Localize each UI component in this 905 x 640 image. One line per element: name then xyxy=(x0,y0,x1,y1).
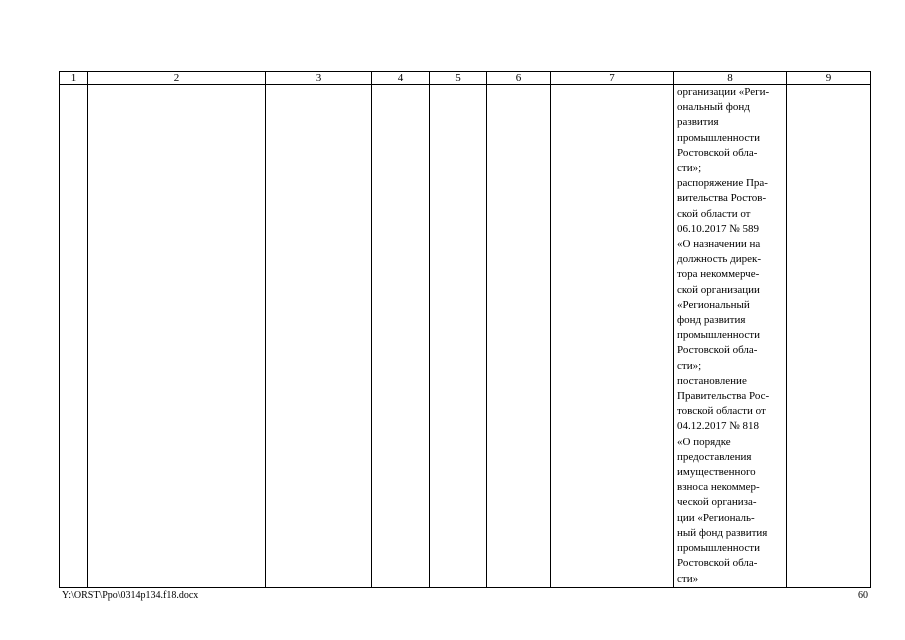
cell-col-3 xyxy=(266,85,372,588)
cell-col-9 xyxy=(787,85,871,588)
text-line: Ростовской обла- xyxy=(677,344,758,357)
cell-col-4 xyxy=(372,85,430,588)
text-line: Правительства Рос- xyxy=(677,390,770,403)
text-line: «О порядке xyxy=(677,435,731,448)
text-line: ской организации xyxy=(677,283,760,296)
text-line: ской области от xyxy=(677,207,751,220)
text-line: должность дирек- xyxy=(677,253,762,266)
header-row xyxy=(60,72,871,85)
text-line: «Региональный xyxy=(677,298,750,311)
cell-col-5 xyxy=(430,85,487,588)
document-table xyxy=(59,71,871,588)
text-line: тора некоммерче- xyxy=(677,268,760,281)
text-line: фонд развития xyxy=(677,314,746,327)
column-header-8: 8 xyxy=(674,72,787,85)
text-line: сти»; xyxy=(677,162,702,175)
text-line: 04.12.2017 № 818 xyxy=(677,420,759,433)
column-header-1: 1 xyxy=(60,72,88,85)
column-header-5: 5 xyxy=(430,72,487,85)
cell-col-6 xyxy=(487,85,551,588)
footer-page-number: 60 xyxy=(858,590,868,601)
text-line: взноса некоммер- xyxy=(677,481,760,494)
column-header-4: 4 xyxy=(372,72,430,85)
text-line: Ростовской обла- xyxy=(677,146,758,159)
text-line: ный фонд развития xyxy=(677,526,768,539)
column-header-7: 7 xyxy=(551,72,674,85)
text-line: организации «Реги- xyxy=(677,86,770,98)
table-row xyxy=(60,85,871,588)
cell-col-2 xyxy=(88,85,266,588)
column-header-2: 2 xyxy=(88,72,266,85)
cell-col-8 xyxy=(674,85,787,588)
text-line: постановление xyxy=(677,374,747,387)
cell-col-1 xyxy=(60,85,88,588)
text-line: сти» xyxy=(677,572,699,585)
text-line: ции «Региональ- xyxy=(677,511,755,524)
footer-file-path: Y:\ORST\Ppo\0314p134.f18.docx xyxy=(62,590,199,601)
text-line: 06.10.2017 № 589 xyxy=(677,222,759,235)
text-line: «О назначении на xyxy=(677,238,761,251)
text-line: развития xyxy=(677,116,719,129)
text-line: предоставления xyxy=(677,450,752,463)
text-line: ческой организа- xyxy=(677,496,757,509)
text-line: ональный фонд xyxy=(677,101,750,114)
legal-acts-text xyxy=(677,85,783,587)
text-line: Ростовской обла- xyxy=(677,557,758,570)
cell-col-7 xyxy=(551,85,674,588)
text-line: распоряжение Пра- xyxy=(677,177,768,190)
text-line: промышленности xyxy=(677,542,760,555)
column-header-3: 3 xyxy=(266,72,372,85)
text-line: сти»; xyxy=(677,359,702,372)
text-line: промышленности xyxy=(677,329,760,342)
column-header-6: 6 xyxy=(487,72,551,85)
text-line: промышленности xyxy=(677,131,760,144)
column-header-9: 9 xyxy=(787,72,871,85)
text-line: имущественного xyxy=(677,466,756,479)
text-line: вительства Ростов- xyxy=(677,192,767,205)
text-line: товской области от xyxy=(677,405,766,418)
